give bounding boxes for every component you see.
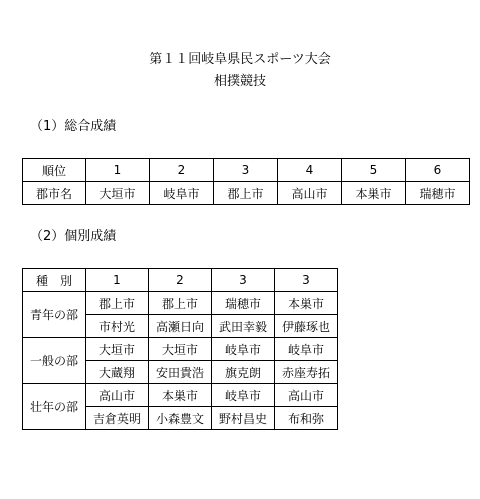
athlete-name-cell: 旗克朗 — [212, 361, 275, 384]
rank-cell: 5 — [342, 159, 406, 182]
rank-cell: 6 — [406, 159, 470, 182]
athlete-name-cell: 赤座寿拓 — [275, 361, 338, 384]
athlete-name-cell: 市村光 — [86, 315, 149, 338]
city-cell: 岐阜市 — [150, 182, 214, 205]
division-city-cell: 本巣市 — [275, 292, 338, 315]
document-subtitle: 相撲競技 — [213, 74, 266, 89]
athlete-name-cell: 安田貴浩 — [149, 361, 212, 384]
city-cell: 本巣市 — [342, 182, 406, 205]
division-name: 壮年の部 — [23, 384, 86, 430]
place-cell: 2 — [149, 269, 212, 292]
athlete-name-cell: 野村昌史 — [212, 407, 275, 430]
division-city-cell: 郡上市 — [86, 292, 149, 315]
rank-header-label: 順位 — [23, 159, 86, 182]
document-title: 第１１回岐阜県民スポーツ大会 — [149, 52, 331, 67]
division-city-cell: 大垣市 — [86, 338, 149, 361]
individual-results-heading: （2）個別成績 — [30, 229, 117, 244]
division-city-row — [23, 384, 338, 407]
division-city-cell: 大垣市 — [149, 338, 212, 361]
city-cell: 郡上市 — [214, 182, 278, 205]
athlete-name-cell: 吉倉英明 — [86, 407, 149, 430]
city-row-label: 郡市名 — [23, 182, 86, 205]
overall-results-table — [22, 158, 470, 205]
athlete-name-cell: 大蔵翔 — [86, 361, 149, 384]
city-cell: 大垣市 — [86, 182, 150, 205]
athlete-name-cell: 武田幸毅 — [212, 315, 275, 338]
city-cell: 高山市 — [278, 182, 342, 205]
place-cell: 1 — [86, 269, 149, 292]
division-city-cell: 郡上市 — [149, 292, 212, 315]
individual-results-table — [22, 268, 338, 430]
division-city-cell: 高山市 — [86, 384, 149, 407]
category-header-label: 種 別 — [23, 269, 86, 292]
overall-results-heading: （1）総合成績 — [30, 119, 117, 134]
division-city-cell: 岐阜市 — [275, 338, 338, 361]
athlete-name-cell: 小森豊文 — [149, 407, 212, 430]
city-row — [23, 182, 470, 205]
place-header-row — [23, 269, 338, 292]
division-city-row — [23, 338, 338, 361]
rank-cell: 2 — [150, 159, 214, 182]
rank-cell: 3 — [214, 159, 278, 182]
division-city-cell: 岐阜市 — [212, 338, 275, 361]
division-name: 一般の部 — [23, 338, 86, 384]
athlete-name-cell: 伊藤琢也 — [275, 315, 338, 338]
rank-header-row — [23, 159, 470, 182]
division-name: 青年の部 — [23, 292, 86, 338]
place-cell: 3 — [212, 269, 275, 292]
division-city-row — [23, 292, 338, 315]
athlete-name-cell: 布和弥 — [275, 407, 338, 430]
place-cell: 3 — [275, 269, 338, 292]
division-city-cell: 岐阜市 — [212, 384, 275, 407]
division-city-cell: 高山市 — [275, 384, 338, 407]
city-cell: 瑞穂市 — [406, 182, 470, 205]
division-city-cell: 瑞穂市 — [212, 292, 275, 315]
athlete-name-cell: 高瀬日向 — [149, 315, 212, 338]
rank-cell: 1 — [86, 159, 150, 182]
division-city-cell: 本巣市 — [149, 384, 212, 407]
rank-cell: 4 — [278, 159, 342, 182]
